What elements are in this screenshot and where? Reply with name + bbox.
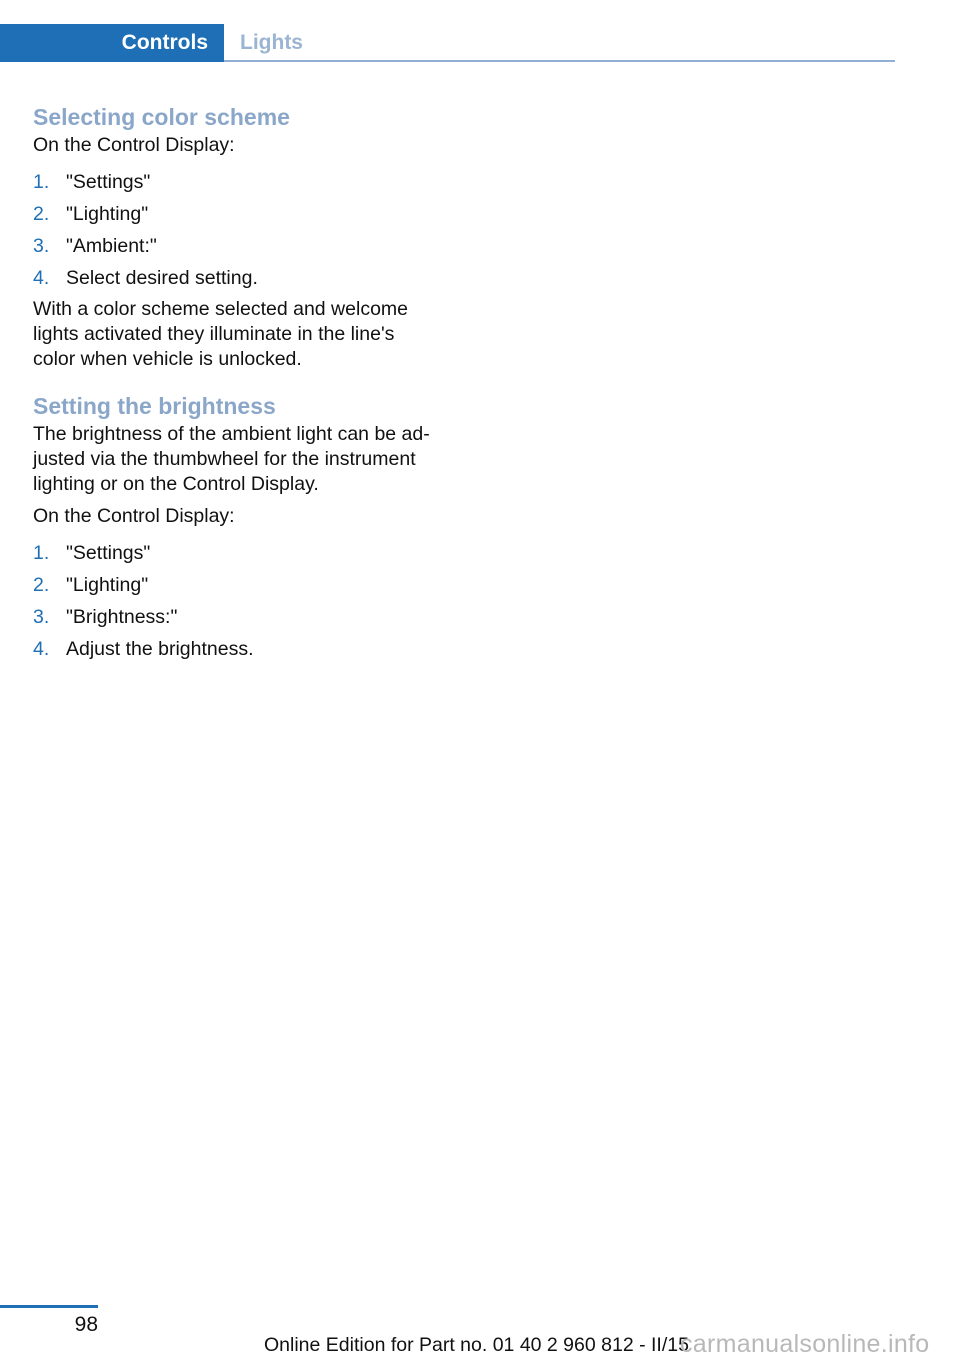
steps-list-color-scheme — [33, 166, 443, 294]
tab-controls[interactable] — [0, 24, 224, 62]
page-number: 98 — [74, 1313, 98, 1336]
list-item: 2. "Lighting" — [33, 203, 149, 225]
list-item: 3. "Ambient:" — [33, 235, 157, 257]
list-item: 4. Adjust the brightness. — [33, 638, 254, 660]
header-bar — [0, 24, 895, 62]
list-item: 1. "Settings" — [33, 171, 151, 193]
edition-text: Online Edition for Part no. 01 40 2 960 812 - II/15 — [264, 1334, 689, 1356]
tab-lights[interactable] — [240, 24, 303, 62]
footer-divider — [0, 1305, 98, 1308]
list-item: 3. "Brightness:" — [33, 606, 178, 628]
section-heading-color-scheme: Selecting color scheme — [33, 104, 290, 130]
tab-controls-label: Controls — [121, 31, 208, 54]
list-item: 2. "Lighting" — [33, 574, 149, 596]
section-intro: On the Control Display: — [33, 505, 235, 527]
header-divider — [224, 60, 895, 62]
list-item: 1. "Settings" — [33, 542, 151, 564]
paragraph-color-scheme: With a color scheme selected and welcome lights activated they illuminate in the line's color when vehicle is unlocked. — [33, 298, 409, 370]
main-content — [33, 101, 443, 665]
paragraph-brightness: The brightness of the ambient light can be ad‐ justed via the thumbwheel for the instrument lighting or on the Control Display. — [33, 423, 430, 495]
watermark: carmanualsonline.info — [680, 1330, 930, 1358]
section-intro: On the Control Display: — [33, 134, 235, 156]
section-heading-brightness: Setting the brightness — [33, 393, 276, 419]
tab-lights-label: Lights — [240, 31, 303, 54]
list-item: 4. Select desired setting. — [33, 267, 258, 289]
steps-list-brightness — [33, 537, 443, 665]
